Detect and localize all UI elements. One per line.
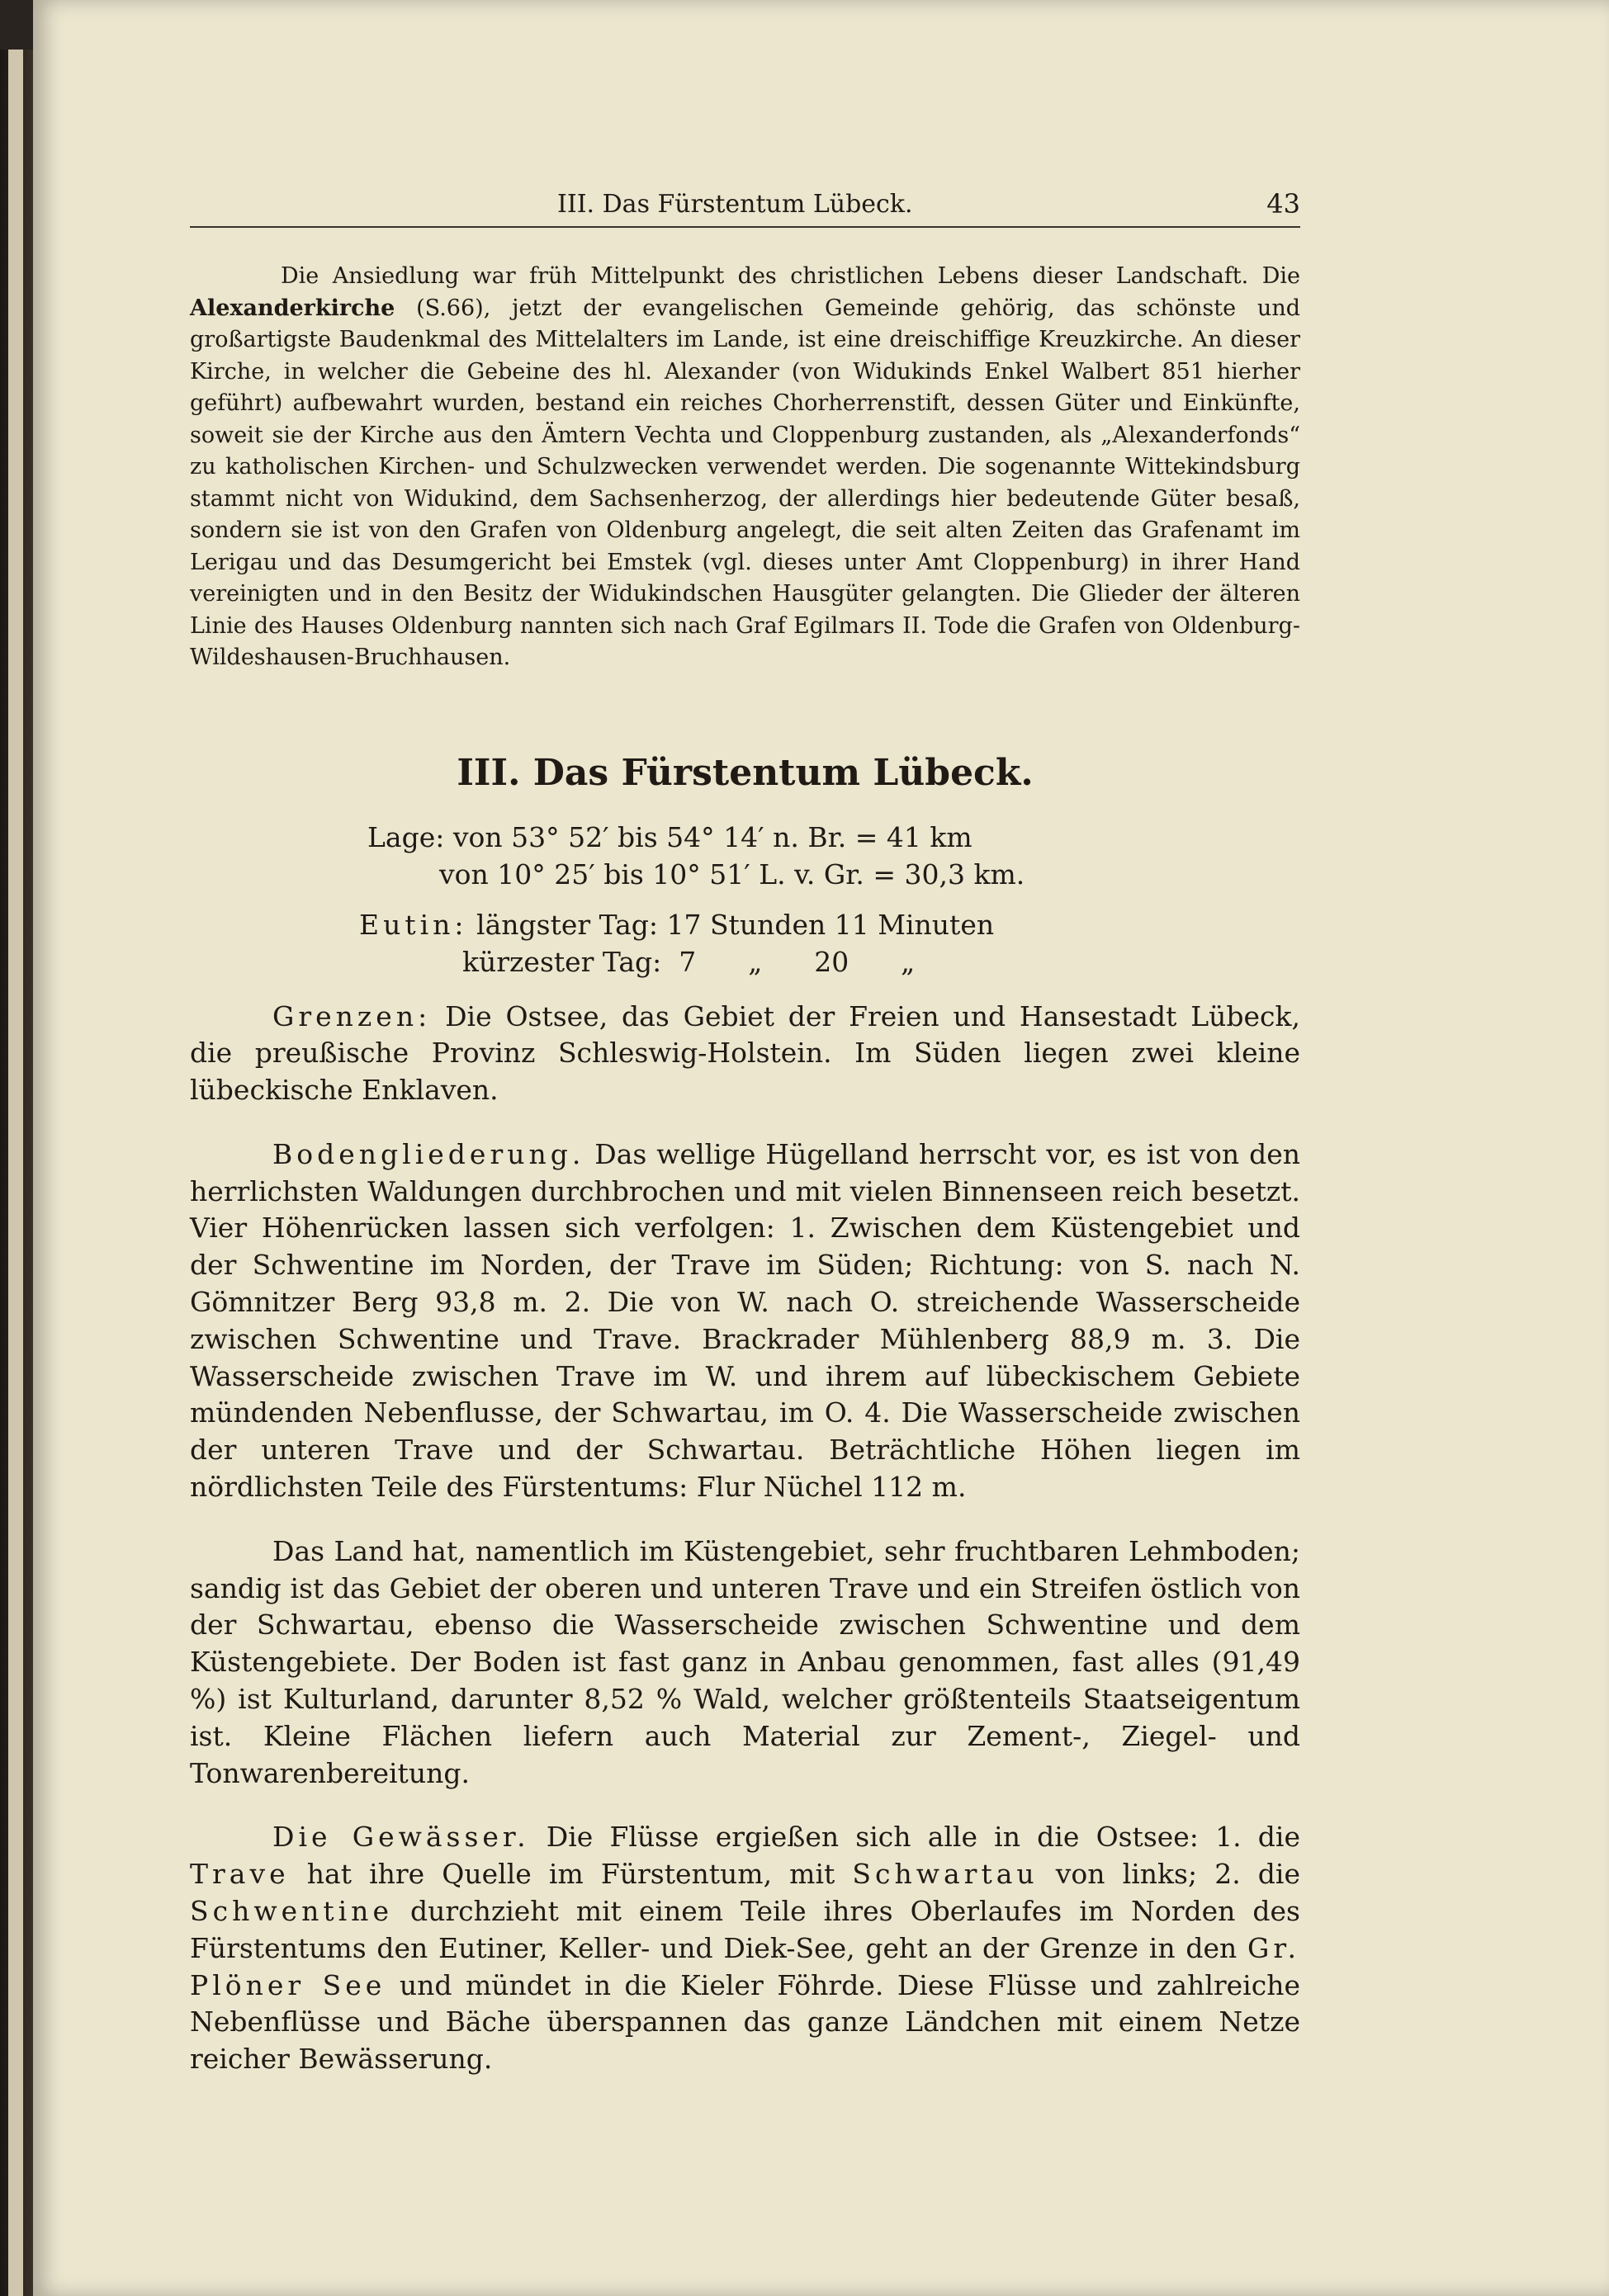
eutin-longest-day: längster Tag: 17 Stunden 11 Minuten: [467, 908, 995, 941]
eutin-line-1: [359, 906, 1300, 943]
lage-line-2: von 10° 25′ bis 10° 51′ L. v. Gr. = 30,3 km.: [439, 857, 1025, 891]
grenzen-label: Grenzen:: [272, 999, 432, 1032]
eutin-block: [359, 906, 1300, 980]
land-paragraph: Das Land hat, namentlich im Küstengebiet, sehr fruchtbaren Lehmboden; sandig ist das Gebiet der oberen und unteren Trave und ein Streifen östlich von der Schwartau, ebenso die Wasserscheide zwischen Schwentine und dem Küstengebiete. Der Boden ist fast ganz in Anbau genommen, fast alles (91,49 %) ist Kulturland, darunter 8,52 % Wald, welcher größtenteils Staatseigentum ist. Kleine Flächen liefern auch Material zur Zement-, Ziegel- und Tonwarenbereitung.: [190, 1534, 1300, 1789]
page-number: 43: [1266, 188, 1300, 220]
lage-block: [367, 819, 1300, 893]
grenzen-text: Die Ostsee, das Gebiet der Freien und Hansestadt Lübeck, die preußische Provinz Schleswig-Holstein. Im Süden liegen zwei kleine lübeckische Enklaven.: [190, 999, 1300, 1107]
river-schwentine: Schwentine: [190, 1895, 393, 1928]
page-content: [190, 188, 1300, 2105]
river-trave: Trave: [190, 1858, 290, 1891]
previous-page-edge: [0, 50, 33, 2296]
running-head: [190, 188, 1300, 228]
boden-paragraph: [190, 1136, 1300, 1506]
grenzen-paragraph: [190, 999, 1300, 1109]
section-title: III. Das Fürstentum Lübeck.: [457, 751, 1034, 794]
intro-bold-term: Alexanderkirche: [190, 295, 395, 321]
intro-text-b: (S.66), jetzt der evangelischen Gemeinde gehörig, das schönste und großartigste Baudenkmal des Mittelalters im Lande, ist eine dreischiffige Kreuzkirche. An dieser Kirche, in welcher die Gebeine des hl. Alexander (von Widukinds Enkel Walbert 851 hierher geführt) aufbewahrt wurden, bestand ein reiches Chorherrenstift, dessen Güter und Einkünfte, soweit sie der Kirche aus den Ämtern Vechta und Cloppenburg zustanden, als „Alexanderfonds“ zu katholischen Kirchen- und Schulzwecken verwendet werden. Die sogenannte Wittekindsburg stammt nicht von Widukind, dem Sachsenherzog, der allerdings hier bedeutende Güter besaß, sondern sie ist von den Grafen von Oldenburg angelegt, die seit alten Zeiten das Grafenamt im Lerigau und das Desumgericht bei Emstek (vgl. dieses unter Amt Cloppenburg) in ihrer Hand vereinigten und in den Besitz der Widukindschen Hausgüter gelangten. Die Glieder der älteren Linie des Hauses Oldenburg nannten sich nach Graf Egilmars II. Tode die Grafen von Oldenburg-Wildeshausen-Bruchhausen.: [190, 295, 1300, 670]
gewaesser-text-e: und mündet in die Kieler Föhrde. Diese Flüsse und zahlreiche Nebenflüsse und Bäche überspannen das ganze Ländchen mit einem Netze reicher Bewässerung.: [190, 1968, 1301, 2076]
gewaesser-text-b: hat ihre Quelle im Fürstentum, mit: [289, 1858, 853, 1891]
gewaesser-label: Die Gewässer.: [272, 1821, 530, 1854]
intro-text-a: Die Ansiedlung war früh Mittelpunkt des christlichen Lebens dieser Landschaft. Die: [281, 263, 1300, 289]
gewaesser-paragraph: [190, 1819, 1300, 2078]
eutin-line-2: kürzester Tag: 7 „ 20 „: [462, 945, 916, 978]
running-title: III. Das Fürstentum Lübeck.: [557, 190, 913, 219]
gewaesser-text-d: durchzieht mit einem Teile ihres Oberlaufes im Norden des Fürstentums den Eutiner, Keller- und Diek-See, geht an der Grenze in den: [190, 1895, 1300, 1964]
eutin-label: Eutin:: [359, 908, 468, 941]
lage-line-1: Lage: von 53° 52′ bis 54° 14′ n. Br. = 41 km: [367, 820, 972, 853]
lake-ploener-see: Gr. Plöner See: [190, 1931, 1300, 2001]
river-schwartau: Schwartau: [852, 1858, 1039, 1891]
boden-label: Bodengliederung.: [272, 1137, 585, 1170]
boden-text: Das wellige Hügelland herrscht vor, es ist von den herrlichsten Waldungen durchbrochen und mit vielen Binnenseen reich besetzt. Vier Höhenrücken lassen sich verfolgen: 1. Zwischen dem Küstengebiet und der Schwentine im Norden, der Trave im Süden; Richtung: von S. nach N. Gömnitzer Berg 93,8 m. 2. Die von W. nach O. streichende Wasserscheide zwischen Schwentine und Trave. Brackrader Mühlenberg 88,9 m. 3. Die Wasserscheide zwischen Trave im W. und ihrem auf lübeckischem Gebiete mündenden Nebenflusse, der Schwartau, im O. 4. Die Wasserscheide zwischen der unteren Trave und der Schwartau. Beträchtliche Höhen liegen im nördlichsten Teile des Fürstentums: Flur Nüchel 112 m.: [190, 1137, 1300, 1504]
book-page: [33, 0, 1609, 2296]
gewaesser-text-c: von links; 2. die: [1038, 1858, 1301, 1891]
intro-paragraph: [190, 261, 1300, 674]
gewaesser-text-a: Die Flüsse ergießen sich alle in die Ostsee: 1. die: [529, 1821, 1300, 1854]
